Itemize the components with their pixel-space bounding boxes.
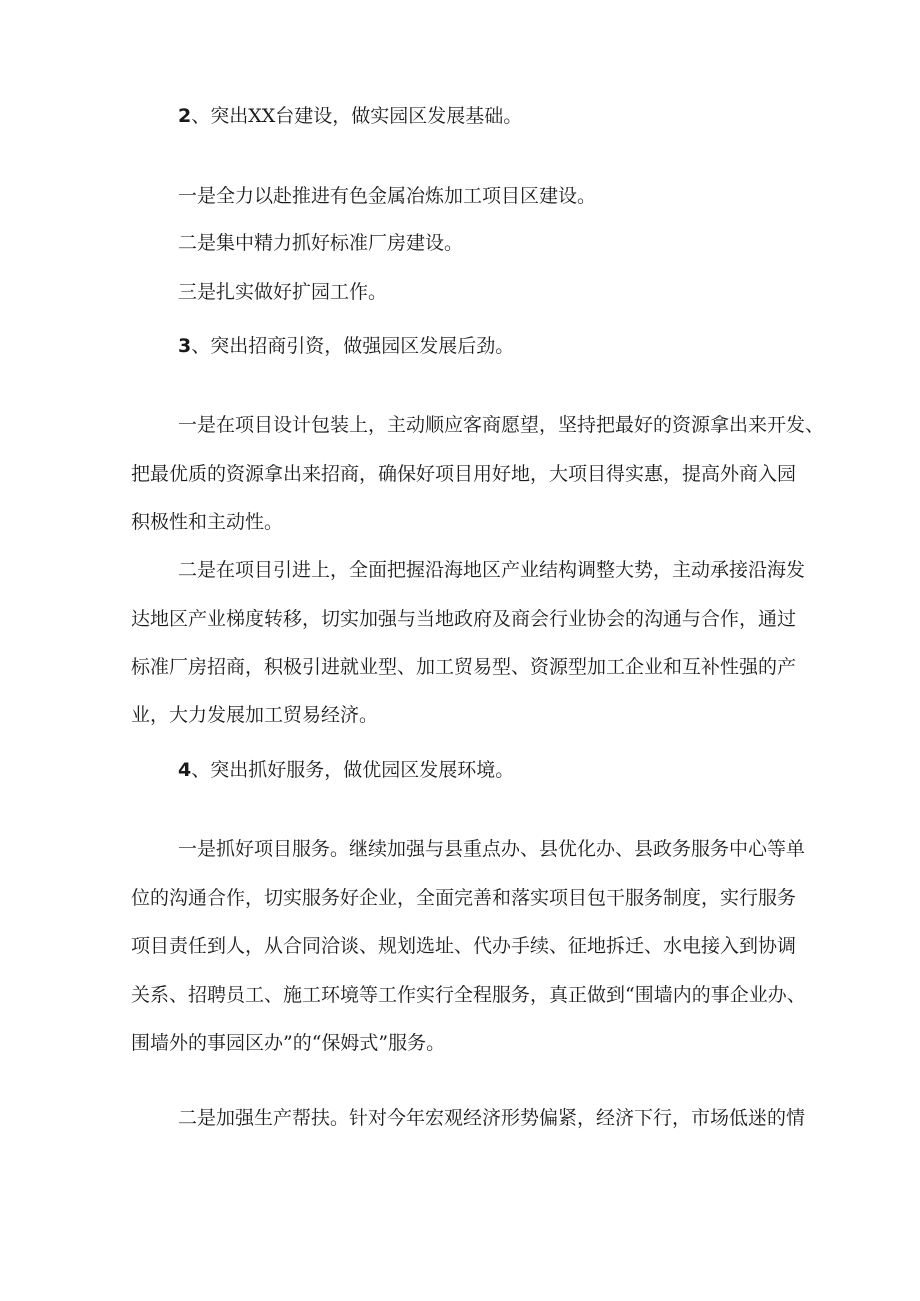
paragraph-line: 一是抓好项目服务。继续加强与县重点办、县优化办、县政务服务中心等单 (178, 838, 806, 860)
paragraph-line: 项目责任到人，从合同洽谈、规划选址、代办手续、征地拆迁、水电接入到协调 (131, 935, 797, 957)
section-title: 、突出XX台建设，做实园区发展基础。 (191, 105, 523, 127)
section-heading-3 (178, 334, 514, 358)
section-title: 、突出抓好服务，做优园区发展环境。 (191, 759, 515, 781)
paragraph-line: 标准厂房招商，积极引进就业型、加工贸易型、资源型加工企业和互补性强的产 (131, 656, 797, 678)
section-number: 2 (178, 105, 192, 127)
paragraph-line: 二是加强生产帮扶。针对今年宏观经济形势偏紧，经济下行，市场低迷的情 (178, 1107, 806, 1129)
section-number: 3 (178, 335, 192, 357)
paragraph-line: 达地区产业梯度转移，切实加强与当地政府及商会行业协会的沟通与合作，通过 (131, 608, 797, 630)
paragraph-line: 积极性和主动性。 (131, 511, 284, 533)
section-title: 、突出招商引资，做强园区发展后劲。 (191, 335, 515, 357)
paragraph-line: 二是集中精力抓好标准厂房建设。 (178, 232, 464, 254)
paragraph-line: 把最优质的资源拿出来招商，确保好项目用好地，大项目得实惠，提高外商入园 (131, 463, 797, 485)
paragraph-line: 围墙外的事园区办”的“保姆式”服务。 (131, 1032, 446, 1054)
section-heading-2 (178, 104, 522, 128)
paragraph-line: 三是扎实做好扩园工作。 (178, 281, 388, 303)
paragraph-line: 位的沟通合作，切实服务好企业，全面完善和落实项目包干服务制度，实行服务 (131, 887, 797, 909)
paragraph-line: 二是在项目引进上，全面把握沿海地区产业结构调整大势，主动承接沿海发 (178, 559, 806, 581)
paragraph-line: 一是在项目设计包装上，主动顺应客商愿望，坚持把最好的资源拿出来开发、 (178, 414, 825, 436)
paragraph-line: 关系、招聘员工、施工环境等工作实行全程服务，真正做到“围墙内的事企业办、 (131, 984, 806, 1006)
section-number: 4 (178, 759, 192, 781)
paragraph-line: 业，大力发展加工贸易经济。 (131, 704, 379, 726)
section-heading-4 (178, 758, 514, 782)
paragraph-line: 一是全力以赴推进有色金属冶炼加工项目区建设。 (178, 185, 597, 207)
